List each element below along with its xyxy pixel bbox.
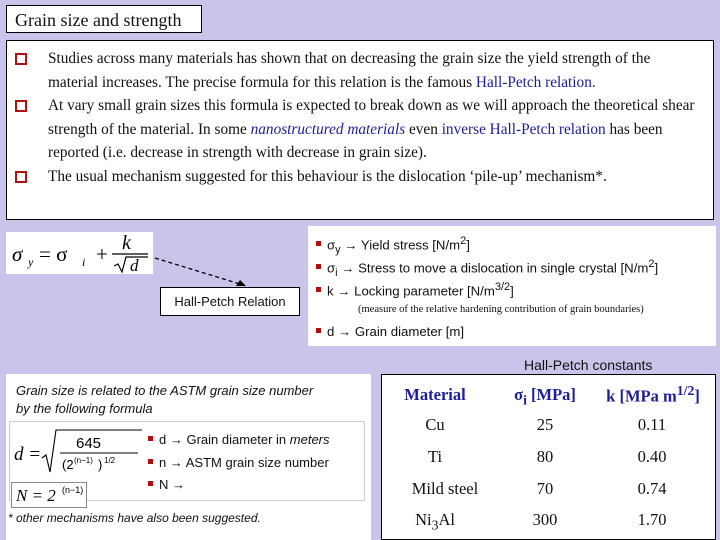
- hall-petch-relation-label: Hall-Petch Relation: [160, 287, 300, 316]
- svg-text:(2: (2: [62, 457, 74, 472]
- N-formula-box: [11, 482, 87, 508]
- formula-k: k: [122, 232, 131, 254]
- grain-size-panel: [6, 374, 371, 540]
- svg-text:(n−1): (n−1): [74, 456, 93, 465]
- bullet-item: At vary small grain sizes this formula is expected to break down as we will approach the theoretical shear strength of the material. In some nanostructured materials even inverse Hall-Petch relation has been reported (i.e. decrease in strength with decrease in grain size).: [15, 94, 703, 165]
- svg-text:d =: d =: [14, 444, 42, 465]
- formula-sigma-y: σ: [12, 242, 23, 266]
- footnote: * other mechanisms have also been suggested.: [8, 511, 261, 525]
- def-N: N →: [148, 474, 330, 497]
- grain-intro: Grain size is related to the ASTM grain size number by the following formula: [16, 383, 314, 416]
- table-cell: $Ni_3Al$: [415, 510, 455, 533]
- svg-text:N = 2: N = 2: [16, 486, 56, 505]
- astm-definitions: [148, 429, 330, 497]
- table-cell: Ti: [427, 447, 443, 466]
- formula-sigma-i: = σ: [39, 242, 68, 266]
- param-sigma-y: $\sigma_y$ → Yield stress $[N/m^2]$: [316, 235, 470, 256]
- bullet-item: The usual mechanism suggested for this behaviour is the dislocation ‘pile-up’ mechanism*.: [15, 165, 703, 189]
- header-sigma-i: $\sigma_i$ [MPa]: [514, 385, 576, 408]
- hall-petch-table: [381, 374, 716, 540]
- table-cell: 0.11: [637, 415, 667, 434]
- table-cell: 80: [536, 447, 554, 466]
- param-d: d → Grain diameter [m]: [316, 324, 464, 339]
- param-k-note: (measure of the relative hardening contribution of grain boundaries): [358, 304, 644, 315]
- bullet-item: Studies across many materials has shown that on decreasing the grain size the yield strength of the material increases. The precise formula for this relation is the famous Hall-Petch relation.: [15, 47, 703, 94]
- table-cell: 25: [536, 415, 554, 434]
- svg-text:): ): [98, 457, 103, 472]
- svg-text:1/2: 1/2: [104, 456, 116, 465]
- table-cell: 0.40: [637, 447, 667, 466]
- def-n: n → ASTM grain size number: [148, 452, 330, 475]
- formula-d: d: [130, 256, 139, 274]
- table-cell: Mild steel: [411, 479, 479, 498]
- table-cell: Cu: [425, 415, 445, 434]
- svg-text:645: 645: [76, 435, 102, 452]
- table-cell: 70: [536, 479, 554, 498]
- slide-title: Grain size and strength: [6, 5, 202, 33]
- param-sigma-i: $\sigma_i$ → Stress to move a dislocation in single crystal $[N/m^2]$: [316, 258, 658, 279]
- parameter-definitions: [308, 226, 716, 346]
- svg-text:y: y: [28, 255, 34, 269]
- svg-text:+: +: [96, 242, 108, 266]
- svg-text:i: i: [82, 255, 86, 269]
- table-cell: 300: [532, 510, 558, 529]
- def-d: d → Grain diameter in meters: [148, 429, 330, 452]
- table-cell: 0.74: [637, 479, 667, 498]
- param-k: k → Locking parameter $[N/m^{3/2}]$: [316, 281, 514, 298]
- astm-formula: [10, 422, 150, 480]
- table-cell: 1.70: [637, 510, 667, 529]
- header-k: k [MPa $m^{1/2}$]: [606, 383, 700, 406]
- table-title: Hall-Petch constants: [524, 357, 653, 373]
- svg-text:(n−1): (n−1): [62, 485, 84, 495]
- header-material: Material: [404, 385, 466, 404]
